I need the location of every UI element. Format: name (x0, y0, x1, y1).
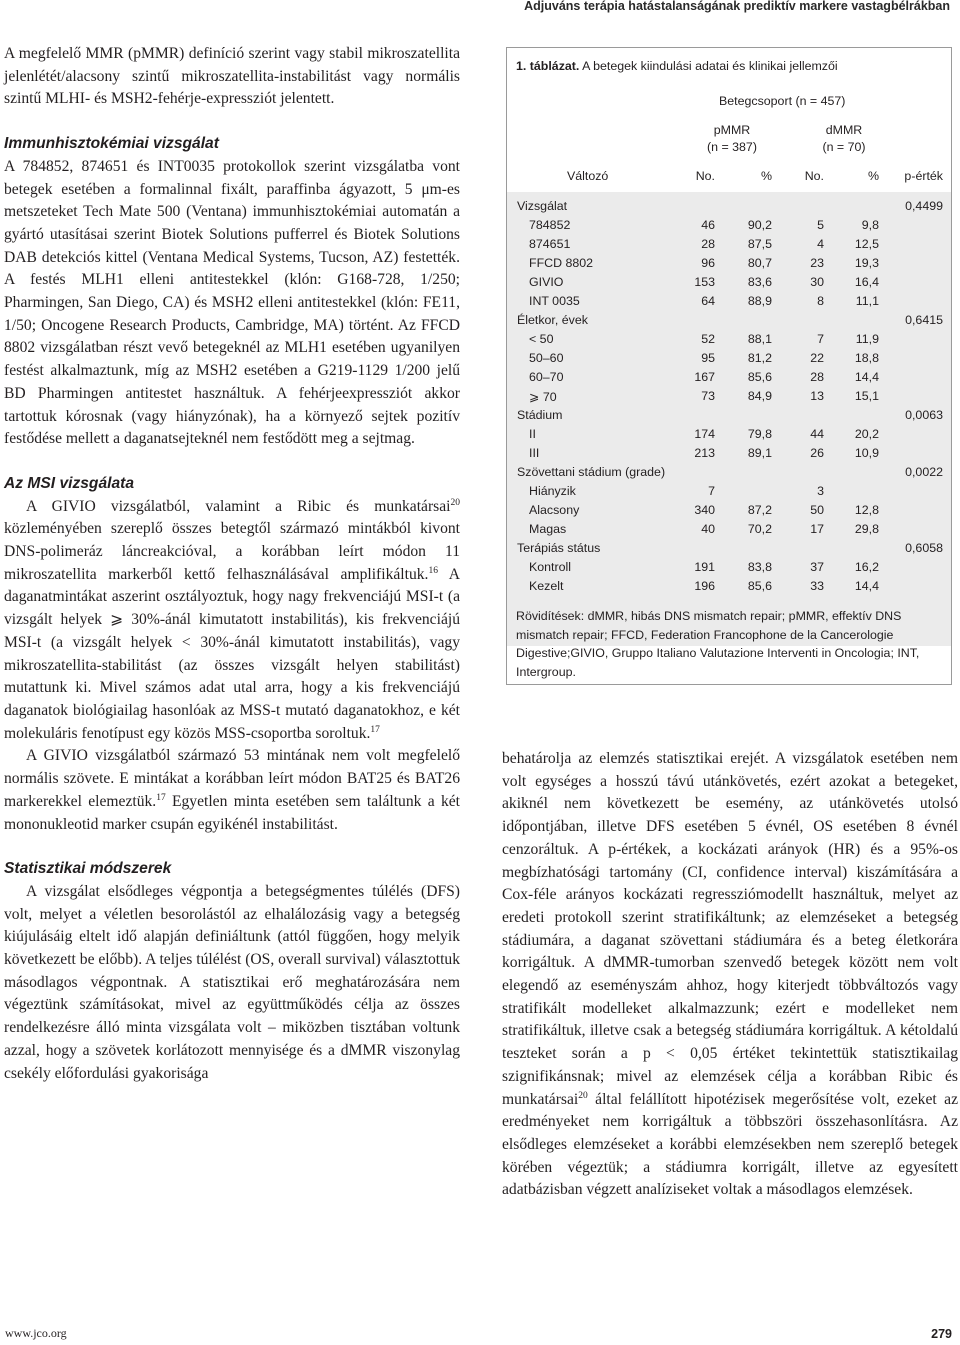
cell-pmmr-pct: 85,6 (747, 370, 772, 384)
cell-pmmr-no: 7 (708, 484, 715, 498)
cell-pmmr-pct: 88,9 (747, 294, 772, 308)
row-label: Vizsgálat (517, 199, 568, 213)
row-label: Hiányzik (529, 484, 576, 498)
cell-dmmr-no: 4 (817, 237, 824, 251)
row-label: ⩾ 70 (529, 390, 557, 404)
cell-dmmr-no: 44 (810, 427, 824, 441)
cell-dmmr-no: 13 (810, 389, 824, 403)
cell-dmmr-pct: 29,8 (854, 522, 879, 536)
running-head: Adjuváns terápia hatástalanságának prediktív markere vastagbélrákban (524, 0, 950, 13)
cell-dmmr-no: 28 (810, 370, 824, 384)
table-row (507, 351, 951, 370)
cell-dmmr-pct: 16,2 (854, 560, 879, 574)
page-number: 279 (931, 1327, 952, 1341)
cell-dmmr-no: 26 (810, 446, 824, 460)
msi-paragraph-1: A GIVIO vizsgálatból, valamint a Ribic és munkatársai$^{20}$ közleményében szereplő összes betegtől származó mintákból kivont DNS-polimeráz láncreakcióval, a korábban leírt módon 11 mikroszatellita markerből kettő felhasználásával amplifikáltuk.$^{16}$ A daganatmintákat aszerint osztályoztuk, hogy nagy frekvenciájú MSI-t (a vizsgált helyek ⩾ 30%-ánál kimutatott instabilitás), kis frekvenciájú MSI-t (a vizsgált helyek < 30%-ánál kimutatott instabilitás), vagy mikroszatellita-stabilitást (az összes vizsgált helyen stabilitást) mutattunk ki. Mivel számos adat utal arra, hogy a kis frekvenciájú daganatok biológiailag hasonlóak az MSS-t mutató daganatokhoz, e két molekuláris fenotípust egy közös MSS-csoportba soroltuk.$^{17}$ (4, 497, 460, 742)
cell-pmmr-pct: 83,6 (747, 275, 772, 289)
cell-pmmr-no: 28 (701, 237, 715, 251)
dmmr-header: dMMR (825, 123, 863, 137)
cell-pmmr-no: 46 (701, 218, 715, 232)
cell-pmmr-pct: 81,2 (747, 351, 772, 365)
cell-dmmr-pct: 11,9 (855, 332, 879, 346)
row-label: Magas (529, 522, 567, 536)
table-row (507, 370, 951, 389)
table-row (507, 541, 951, 560)
cell-pmmr-no: 191 (694, 560, 715, 574)
cell-pmmr-no: 174 (694, 427, 715, 441)
section-heading-msi: Az MSI vizsgálata (4, 474, 134, 492)
cell-dmmr-no: 23 (810, 256, 824, 270)
cell-dmmr-no: 33 (810, 579, 824, 593)
cell-dmmr-pct: 12,8 (854, 503, 879, 517)
cell-dmmr-pct: 18,8 (854, 351, 879, 365)
cell-p-value: 0,4499 (905, 199, 943, 213)
row-label: Életkor, évek (517, 313, 588, 327)
cell-dmmr-no: 8 (817, 294, 824, 308)
row-label: FFCD 8802 (529, 256, 594, 270)
intro-paragraph: A megfelelő MMR (pMMR) definíció szerint vagy stabil mikroszatellita jelenlétét/alacsony szintű mikroszatellita-instabilitást vagy normális szintű MLHI- és MSH2-fehérje-expressziót jelentett. (4, 45, 460, 108)
stat-paragraph-continued: behatárolja az elemzés statisztikai erejét. A vizsgálatok esetében nem volt egységes a hosszú távú utánkövetés, ezért azokat a betegeket, akiknél nem következett be esemény, az utánkövetés utolsó időpontjában, illetve DFS esetében 5 évnél, OS esetében 8 évnél cenzoráltuk. A p-értékek, a kockázati arányok (HR) és a 95%-os megbízhatósági tartomány (CI, confidence interval) kiszámítására a Cox-féle arányos kockázati regressziómodellt használtuk, melyet az eredeti protokoll szerint stratifikáltunk; az elemzéseket a betegség stádiumára, a daganat szövettani stádiumára és a beteg életkorára korrigáltuk. A dMMR-tumorban szenvedő betegek között nem volt elegendő az eseményszám ahhoz, hogy kiterjedt többváltozós vagy stratifikált modelleket alkalmazzunk; ezért e modelleket nem stratifikáltuk, illetve csak a betegség stádiumára korrigáltuk. A kétoldalú teszteket során a p < 0,05 értéket tekintettük statisztikailag szignifikánsnak; mivel az elemzések célja a korábban Ribic és munkatársai$^{20}$ által felállított hipotézisek megerősítése volt, ezeket az eredményeket nem korrigáltuk a többszöri összehasonlításra. Az elsődleges elemzéseket a korábbi elemzésekben nem szereplő betegek körében végeztük; a stádiumra korrigált, illetve az egyesített adatbázisban végzett analíziseket voltak a másodlagos elemzések. (502, 750, 958, 1199)
section-heading-ihc: Immunhisztokémiai vizsgálat (4, 135, 219, 153)
citation-ref: 17 (370, 724, 380, 735)
row-label: Terápiás státus (517, 541, 601, 555)
row-label: 874651 (529, 237, 571, 251)
row-label: III (529, 446, 540, 460)
col-header-pct: % (760, 169, 772, 183)
cell-dmmr-pct: 16,4 (854, 275, 879, 289)
cell-pmmr-no: 73 (701, 389, 715, 403)
col-header-p: p-érték (904, 169, 943, 183)
row-label: Stádium (517, 408, 563, 422)
cell-pmmr-pct: 87,5 (747, 237, 772, 251)
cell-pmmr-pct: 84,9 (747, 389, 772, 403)
dmmr-n: (n = 70) (822, 140, 866, 154)
row-label: Alacsony (529, 503, 580, 517)
table-1 (506, 47, 952, 685)
stat-paragraph: A vizsgálat elsődleges végpontja a betegségmentes túlélés (DFS) volt, melyet a véletlen besorolástól az elhalálozásig vagy a betegség kiújulásáig eltelt idő alapján definiáltunk (attól függően, hogy melyik következett be előbb). A teljes túlélést (OS, overall survival) választottuk másodlagos végpontnak. A statisztikai erő meghatározására nem végeztünk számításokat, mivel az együttműködés célja az összes rendelkezésre álló minta vizsgálata volt – miközben tisztában voltunk azzal, hogy a szövetek korlátozott mennyisége és a dMMR viszonylag csekély előfordulási gyakorisága (4, 882, 460, 1082)
col-header-pct: % (867, 169, 879, 183)
cell-dmmr-no: 22 (810, 351, 824, 365)
row-label: Szövettani stádium (grade) (517, 465, 666, 479)
ihc-paragraph: A 784852, 874651 és INT0035 protokollok szerint vizsgálatba vont betegek esetében a formalinnal fixált, paraffinba ágyazott, 5 μm-es metszeteket Tech Mate 500 (Ventana) immunhisztokémiai automatán a gyártó utasításai szerint Biotek Solutions pufferrel és Biotek Solutions DAB detekciós kittel (Ventana Medical Systems, Tucson, AZ) festették. A festés MLH1 elleni antitestekkel (klón: G168-728, 1/250; Pharmingen, San Diego, CA) és MSH2 elleni antitestekkel (klón: FE11, 1/50; Oncogene Research Products, Cambridge, MA) történt. Az FFCD 8802 vizsgálatban részt vevő betegeknél az MLH1 esetében ugyanilyen festést alkalmaztunk, míg az MSH2 esetében a G219-1129 1/200 jelű BD Pharmingen antitestet használtuk. A fehérjeexpressziót akkor tartottuk kórosnak (vagy hiányzónak), ha a környező sejtek pozitív festődése mellett a daganatsejteknél nem festődött meg a sejtmag. (4, 157, 460, 448)
citation-ref: 17 (156, 792, 166, 803)
section-heading-stat: Statisztikai módszerek (4, 860, 172, 878)
citation-ref: 16 (428, 565, 438, 576)
table-row (507, 408, 951, 427)
cell-pmmr-no: 340 (694, 503, 715, 517)
table-row (507, 275, 951, 294)
column-header-row (507, 169, 951, 188)
pmmr-header: pMMR (713, 123, 751, 137)
col-header-no: No. (804, 169, 824, 183)
table-row (507, 313, 951, 332)
table-row (507, 484, 951, 503)
table-row (507, 332, 951, 351)
cell-dmmr-pct: 12,5 (854, 237, 879, 251)
cell-dmmr-no: 37 (810, 560, 824, 574)
cell-pmmr-pct: 79,8 (747, 427, 772, 441)
cell-pmmr-pct: 88,1 (747, 332, 772, 346)
cell-dmmr-no: 30 (810, 275, 824, 289)
citation-ref: 20 (450, 497, 460, 508)
cell-pmmr-pct: 87,2 (747, 503, 772, 517)
cell-p-value: 0,6415 (905, 313, 943, 327)
table-caption: 1. táblázat. A betegek kiindulási adatai és klinikai jellemzői (516, 59, 838, 73)
table-row (507, 389, 951, 408)
cell-pmmr-no: 95 (701, 351, 715, 365)
row-label: INT 0035 (529, 294, 580, 308)
left-column (4, 43, 460, 1085)
table-row (507, 294, 951, 313)
table-row (507, 218, 951, 237)
cell-pmmr-no: 40 (701, 522, 715, 536)
cell-p-value: 0,0063 (905, 408, 943, 422)
table-row (507, 446, 951, 465)
cell-dmmr-pct: 9,8 (861, 218, 879, 232)
row-label: 60–70 (529, 370, 564, 384)
table-row (507, 237, 951, 256)
cell-pmmr-no: 153 (694, 275, 715, 289)
cell-pmmr-no: 96 (701, 256, 715, 270)
pmmr-n: (n = 387) (707, 140, 757, 154)
table-row (507, 427, 951, 446)
table-row (507, 503, 951, 522)
cell-dmmr-pct: 10,9 (854, 446, 879, 460)
row-label: Kezelt (529, 579, 564, 593)
table-row (507, 522, 951, 541)
cell-pmmr-pct: 80,7 (747, 256, 772, 270)
row-label: II (529, 427, 536, 441)
cell-pmmr-pct: 70,2 (747, 522, 772, 536)
cell-pmmr-pct: 85,6 (747, 579, 772, 593)
cell-dmmr-pct: 15,1 (854, 389, 879, 403)
cell-dmmr-pct: 11,1 (855, 294, 879, 308)
cell-pmmr-no: 64 (701, 294, 715, 308)
row-label: < 50 (529, 332, 554, 346)
cell-pmmr-pct: 90,2 (747, 218, 772, 232)
citation-ref: 20 (578, 1090, 588, 1101)
right-column (502, 748, 958, 1202)
table-footnote: Rövidítések: dMMR, hibás DNS mismatch repair; pMMR, effektív DNS mismatch repair; FFCD, Federation Francophone de la Cancerologie Digestive;GIVIO, Gruppo Italiano Valutazione Interventi in Oncologia; INT, Intergroup. (516, 609, 920, 679)
group-header: Betegcsoport (n = 457) (719, 94, 846, 108)
cell-pmmr-pct: 83,8 (747, 560, 772, 574)
cell-dmmr-pct: 14,4 (854, 370, 879, 384)
cell-dmmr-pct: 20,2 (854, 427, 879, 441)
col-header-variable: Változó (567, 169, 609, 183)
cell-dmmr-pct: 19,3 (854, 256, 879, 270)
row-label: GIVIO (529, 275, 564, 289)
row-label: 784852 (529, 218, 571, 232)
table-row (507, 560, 951, 579)
row-label: 50–60 (529, 351, 564, 365)
cell-dmmr-no: 17 (810, 522, 824, 536)
row-label: Kontroll (529, 560, 572, 574)
cell-dmmr-no: 7 (817, 332, 824, 346)
cell-pmmr-no: 167 (694, 370, 715, 384)
cell-dmmr-pct: 14,4 (854, 579, 879, 593)
cell-dmmr-no: 3 (817, 484, 824, 498)
table-row (507, 256, 951, 275)
cell-p-value: 0,0022 (905, 465, 943, 479)
table-row (507, 199, 951, 218)
cell-dmmr-no: 5 (817, 218, 824, 232)
cell-dmmr-no: 50 (810, 503, 824, 517)
table-row (507, 579, 951, 598)
cell-pmmr-no: 196 (694, 579, 715, 593)
msi-paragraph-2: A GIVIO vizsgálatból származó 53 mintának nem volt megfelelő normális szövete. E mintákat a korábban leírt módon BAT25 és BAT26 markerekkel elemeztük.$^{17}$ Egyetlen minta esetében sem találtunk a két mononukleotid marker csupán egyikénél instabilitást. (4, 747, 460, 833)
col-header-no: No. (695, 169, 715, 183)
table-row (507, 465, 951, 484)
cell-pmmr-no: 213 (694, 446, 715, 460)
cell-p-value: 0,6058 (905, 541, 943, 555)
cell-pmmr-pct: 89,1 (747, 446, 772, 460)
cell-pmmr-no: 52 (701, 332, 715, 346)
journal-url[interactable]: www.jco.org (5, 1326, 67, 1340)
